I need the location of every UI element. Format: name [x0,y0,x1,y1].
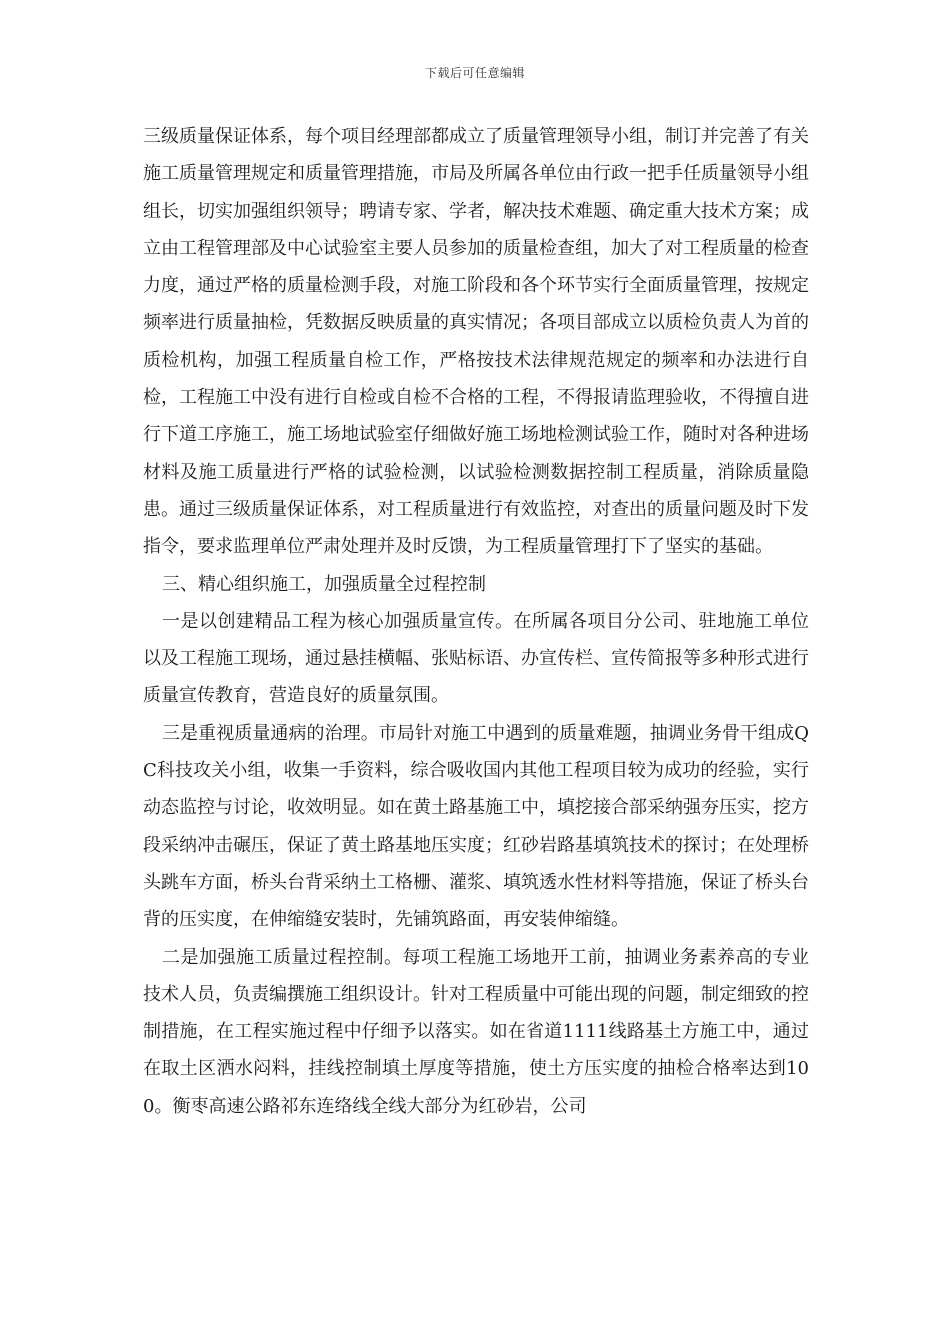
paragraph-quality-system: 三级质量保证体系，每个项目经理部都成立了质量管理领导小组，制订并完善了有关施工质量管理规定和质量管理措施，市局及所属各单位由行政一把手任质量领导小组组长，切实加强组织领导；聘请专家、学者，解决技术难题、确定重大技术方案；成立由工程管理部及中心试验室主要人员参加的质量检查组，加大了对工程质量的检查力度，通过严格的质量检测手段，对施工阶段和各个环节实行全面质量管理，按规定频率进行质量抽检，凭数据反映质量的真实情况；各项目部成立以质检负责人为首的质检机构，加强工程质量自检工作，严格按技术法律规范规定的频率和办法进行自检，工程施工中没有进行自检或自检不合格的工程，不得报请监理验收，不得擅自进行下道工序施工，施工场地试验室仔细做好施工场地检测试验工作，随时对各种进场材料及施工质量进行严格的试验检测，以试验检测数据控制工程质量，消除质量隐患。通过三级质量保证体系，对工程质量进行有效监控，对查出的质量问题及时下发指令，要求监理单位严肃处理并及时反馈，为工程质量管理打下了坚实的基础。 [143,126,809,558]
section-heading: 三、精心组织施工，加强质量全过程控制 [162,573,486,595]
page-header: 下载后可任意编辑 [424,66,525,80]
paragraph-common-defects: 三是重视质量通病的治理。市局针对施工中遇到的质量难题，抽调业务骨干组成QC科技攻关小组，收集一手资料，综合吸收国内其他工程项目较为成功的经验，实行动态监控与讨论，收效明显。如在黄土路基施工中，填挖接合部采纳强夯压实，挖方段采纳冲击碾压，保证了黄土路基地压实度；红砂岩路基填筑技术的探讨；在处理桥头跳车方面，桥头台背采纳土工格栅、灌浆、填筑透水性材料等措施，保证了桥头台背的压实度，在伸缩缝安装时，先铺筑路面，再安装伸缩缝。 [143,722,809,931]
paragraph-quality-publicity: 一是以创建精品工程为核心加强质量宣传。在所属各项目分公司、驻地施工单位以及工程施工现场，通过悬挂横幅、张贴标语、办宣传栏、宣传简报等多种形式进行质量宣传教育，营造良好的质量氛围。 [143,610,809,707]
paragraph-process-control: 二是加强施工质量过程控制。每项工程施工场地开工前，抽调业务素养高的专业技术人员，负责编撰施工组织设计。针对工程质量中可能出现的问题，制定细致的控制措施，在工程实施过程中仔细予以落实。如在省道1111线路基土方施工中，通过在取土区洒水闷料，挂线控制填土厚度等措施，使土方压实度的抽检合格率达到100。衡枣高速公路祁东连络线全线大部分为红砂岩，公司 [143,946,809,1117]
document-body [143,118,809,1125]
